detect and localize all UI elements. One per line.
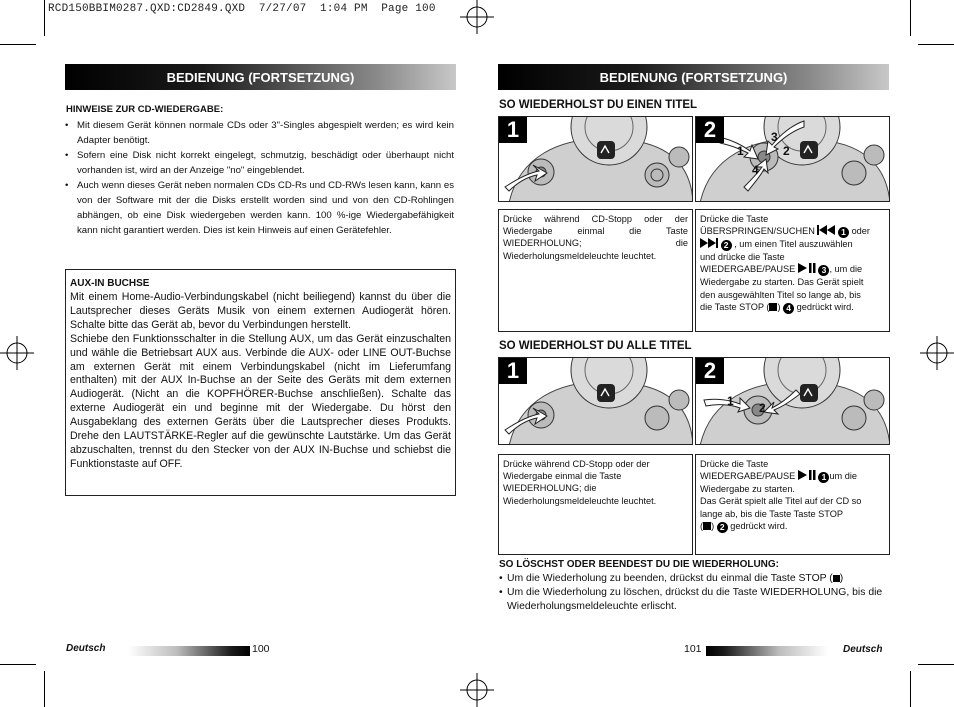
callout-number: 1 <box>838 227 849 238</box>
registration-mark-icon <box>460 673 494 707</box>
right-page-number: 101 <box>684 643 702 655</box>
callout-label: 3 <box>771 130 778 144</box>
right-header-bar <box>498 64 889 90</box>
caption-line <box>700 470 885 483</box>
stop-icon <box>833 575 840 582</box>
skip-forward-icon <box>700 238 718 248</box>
left-footer-language: Deutsch <box>66 643 106 654</box>
caption-text: die Taste STOP ( <box>700 301 770 312</box>
list-item <box>499 572 891 586</box>
right-footer-gradient <box>706 646 828 656</box>
cd-notes-title: HINWEISE ZUR CD-WIEDERGABE: <box>66 104 224 115</box>
repeat-one-step2-illustration <box>695 116 890 202</box>
callout-number: 4 <box>783 303 794 314</box>
left-header-title: BEDIENUNG (FORTSETZUNG) <box>166 69 355 85</box>
repeat-all-step1-caption <box>498 454 693 555</box>
caption-text: Drücke während CD-Stopp oder der Wiedergabe einmal die Taste WIEDERHOLUNG; die Wiederholungsmeldeleuchte leuchtet. <box>503 459 657 506</box>
crop-mark-bottom-left-h <box>0 664 36 665</box>
caption-text: , um die <box>829 264 863 275</box>
repeat-all-step1-illustration <box>498 357 693 445</box>
caption-line: Drücke die Taste <box>700 214 769 224</box>
caption-text: WIEDERGABE/PAUSE <box>700 471 796 482</box>
callout-label: 2 <box>783 144 790 158</box>
aux-in-paragraph: Schiebe den Funktionsschalter in die Stellung AUX, um das Gerät einzuschalten und wähle die Betriebsart AUX aus. Verbinde die AUX- oder LINE OUT-Buchse am externen Gerät mit einem Verbindungskabel (nicht im Lieferumfang enthalten) mit der AUX In-Buchse an der Seite des Geräts mit dem externen Audiogerät. (Nicht an die KOPFHÖRER-Buchse anschließen). Schalte das externe Audiogerät ein und beginne mit der Wiedergabe. Du hörst den Ausgabeklang des externen Geräts über die Lautsprecher dieses Produkts. Drehe den LAUTSTÄRKE-Regler auf die gewünschte Lautstärke. Um das Gerät abzuschalten, trennst du den Stecker von der AUX IN-Buchse und schiebst die Funktionstaste auf OFF. <box>70 332 451 470</box>
repeat-one-step1-illustration <box>498 116 693 202</box>
caption-line <box>700 520 885 533</box>
caption-text: um die <box>829 471 858 482</box>
step-badge: 1 <box>499 358 527 384</box>
repeat-one-step2-caption <box>695 209 890 332</box>
crop-mark-bottom-right-h <box>918 664 954 665</box>
caption-line: Das Gerät spielt alle Titel auf der CD so <box>700 496 862 507</box>
list-item-text: Um die Wiederholung zu beenden, drückst du einmal die Taste STOP ( <box>507 573 833 584</box>
crop-mark-top-left-v <box>44 0 45 36</box>
crop-mark-top-right-v <box>910 0 911 36</box>
callout-label: 1 <box>727 394 734 408</box>
registration-mark-icon <box>920 336 954 370</box>
caption-line: und drücke die Taste <box>700 252 785 263</box>
repeat-all-step2-illustration <box>695 357 890 445</box>
caption-line <box>700 225 885 238</box>
caption-text: WIEDERGABE/PAUSE <box>700 264 796 275</box>
aux-in-box <box>65 269 456 496</box>
caption-line: lange ab, bis die Taste Taste STOP <box>700 508 844 519</box>
list-item-text: ) <box>839 573 844 584</box>
list-item: • Auch wenn dieses Gerät neben normalen CDs CD-Rs und CD-RWs lesen kann, kann es von der Software mit der die Disks erstellt worden sind und von den CD-Rohlingen abhängen, ob eine Disk wiedergeben werden kann. 100 %-ige Wiedergabefähigkeit kann nicht garantiert werden. Dies ist kein Hinweis auf einen Gerätefehler. <box>64 178 454 238</box>
list-item: • Um die Wiederholung zu löschen, drückst du die Taste WIEDERHOLUNG, bis die Wiederholungsmeldeleuchte erlischt. <box>499 586 891 614</box>
caption-text: ) <box>777 301 781 312</box>
stop-repeat-list <box>499 572 891 613</box>
registration-mark-icon <box>0 336 34 370</box>
caption-text: ( <box>700 520 704 531</box>
crop-mark-top-left-h <box>0 44 36 45</box>
repeat-all-title: SO WIEDERHOLST DU ALLE TITEL <box>499 340 692 352</box>
printer-slug: RCD150BBIM0287.QXD:CD2849.QXD 7/27/07 1:04 PM Page 100 <box>48 3 436 15</box>
stop-repeat-title: SO LÖSCHST ODER BEENDEST DU DIE WIEDERHOLUNG: <box>499 559 780 570</box>
callout-label: 4 <box>752 163 759 177</box>
cd-notes-list <box>64 118 454 238</box>
caption-text: gedrückt wird. <box>796 301 854 312</box>
crop-mark-top-right-h <box>918 44 954 45</box>
left-page-number: 100 <box>252 643 270 655</box>
caption-line: Drücke die Taste <box>700 459 769 469</box>
caption-line <box>700 238 885 251</box>
repeat-one-title: SO WIEDERHOLST DU EINEN TITEL <box>499 99 698 111</box>
step-badge: 1 <box>499 117 527 143</box>
aux-in-paragraph: Mit einem Home-Audio-Verbindungskabel (nicht beiliegend) kannst du über die Lautsprecher dieses Geräts Musik von einem externen Audiogerät hören. Schalte bitte das Gerät ab, bevor du Verbindungen herstellt. <box>70 291 451 331</box>
caption-text: ) <box>711 520 715 531</box>
caption-line: Wiedergabe zu starten. <box>700 484 795 495</box>
right-header-title: BEDIENUNG (FORTSETZUNG) <box>599 69 788 85</box>
play-pause-icon <box>798 263 816 273</box>
caption-text: gedrückt wird. <box>730 520 788 531</box>
caption-text: Drücke während CD-Stopp oder der Wiedergabe einmal die Taste WIEDERHOLUNG; die Wiederholungsmeldeleuchte leuchtet. <box>503 214 688 261</box>
step-badge: 2 <box>696 358 724 384</box>
callout-label: 1 <box>737 144 744 158</box>
repeat-all-step2-caption <box>695 454 890 555</box>
list-item: • Mit diesem Gerät können normale CDs oder 3"-Singles abgespielt werden; es wird kein Adapter benötigt. <box>64 118 454 148</box>
caption-line: den ausgewählten Titel so lange ab, bis <box>700 289 861 300</box>
list-item: • Sofern eine Disk nicht korrekt eingelegt, schmutzig, beschädigt oder überhaupt nicht vorhanden ist, wird an der Anzeige "no" eingeblendet. <box>64 148 454 178</box>
callout-number: 1 <box>818 472 829 483</box>
caption-text: oder <box>851 226 870 237</box>
left-header-bar <box>65 64 456 90</box>
right-footer-language: Deutsch <box>843 644 883 655</box>
repeat-one-step1-caption <box>498 209 693 332</box>
callout-number: 2 <box>717 522 728 533</box>
callout-number: 3 <box>818 265 829 276</box>
caption-text: ÜBERSPRINGEN/SUCHEN <box>700 226 815 237</box>
aux-in-title: AUX-IN BUCHSE <box>70 278 150 289</box>
caption-line: Wiedergabe zu starten. Das Gerät spielt <box>700 277 864 288</box>
skip-back-icon <box>817 225 835 235</box>
crop-mark-bottom-left-v <box>44 671 45 707</box>
crop-mark-bottom-right-v <box>910 671 911 707</box>
callout-label: 2 <box>759 401 766 415</box>
play-pause-icon <box>798 470 816 480</box>
stop-icon <box>703 522 711 530</box>
caption-line <box>700 263 885 276</box>
registration-mark-icon <box>460 0 494 34</box>
callout-number: 2 <box>721 240 732 251</box>
step-badge: 2 <box>696 117 724 143</box>
caption-line <box>700 301 885 314</box>
caption-text: , um einen Titel auszuwählen <box>734 239 853 250</box>
left-footer-gradient <box>128 646 250 656</box>
